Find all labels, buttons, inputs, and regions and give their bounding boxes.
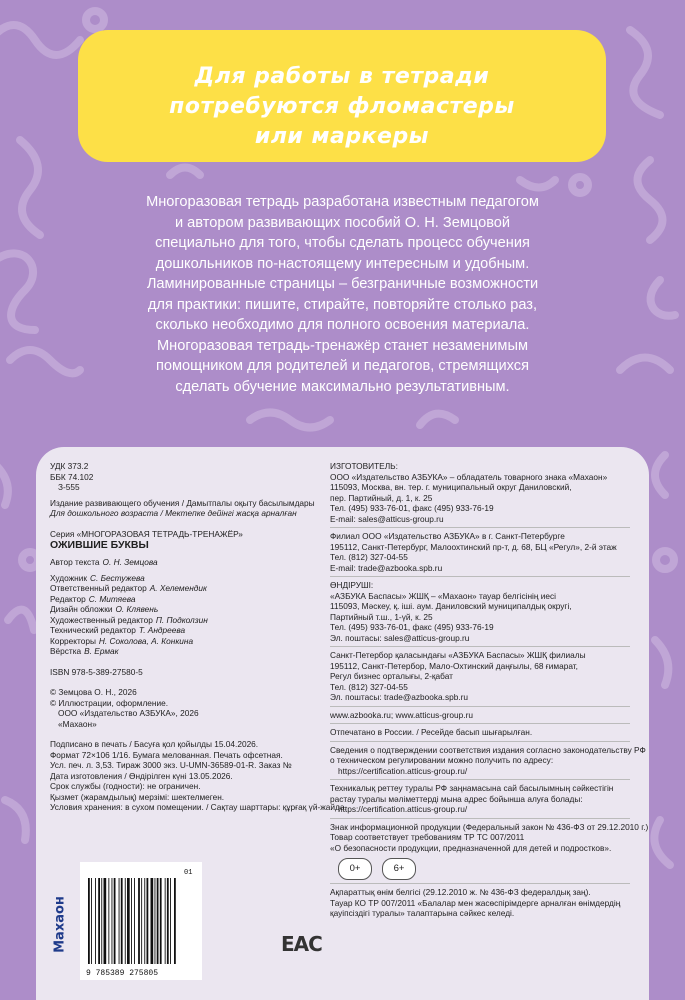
isbn: ISBN 978-5-389-27580-5 (50, 666, 143, 677)
divider (330, 883, 630, 884)
maker-line: «АЗБУКА Баспасы» ЖШҚ – «Махаон» тауар белгісінің иесі (330, 590, 557, 601)
barcode-bar (144, 878, 145, 964)
cert-kz-line: https://certification.atticus-group.ru/ (338, 804, 468, 814)
kz-age-line: Ақпараттық өнім белгісі (29.12.2010 ж. № 436-ФЗ федералдық заң). (330, 887, 591, 897)
maker-line: ООО «Издательство АЗБУКА» – обладатель товарного знака «Махаон» (330, 471, 608, 482)
credit-name: С. Митяева (88, 593, 136, 604)
copyright-line: ООО «Издательство АЗБУКА», 2026 (58, 708, 199, 718)
barcode-bar (121, 878, 123, 964)
notice-line: или маркеры (254, 124, 430, 149)
sign-line: «О безопасности продукции, предназначенной для детей и подростков». (330, 842, 612, 853)
maker-line: 195112, Санкт-Петербург, Малоохтинский пр-т, д. 68, БЦ «Регул», 2-й этаж (330, 541, 617, 552)
barcode-bar (88, 878, 90, 964)
credit-row (50, 573, 312, 584)
description-line: для практики: пишите, стирайте, повторяйте столько раз, (147, 296, 538, 313)
credit-role: Художник (50, 572, 87, 583)
sign-line: Знак информационной продукции (Федеральный закон № 436-ФЗ от 29.12.2010 г.) (330, 821, 649, 832)
maker-line: 115093, Москва, вн. тер. г. муниципальный округ Даниловский, (330, 482, 572, 492)
age-badge-0: 0+ (338, 858, 372, 880)
barcode-bar (114, 878, 116, 964)
divider (330, 741, 630, 742)
audience: Для дошкольного возраста / Мектепке дейінгі жасқа арналған (50, 508, 297, 518)
description-line: и автором развивающих пособий О. Н. Земцовой (174, 214, 511, 231)
barcode-bar (170, 878, 171, 964)
barcode-bar (167, 878, 169, 964)
maker-line: 195112, Санкт-Петербор, Мало-Охтинский даңғылы, 68 ғимарат, (330, 660, 578, 671)
credit-row (50, 615, 312, 626)
credit-row (50, 557, 312, 568)
barcode-digits: 9 785389 275805 (86, 969, 159, 978)
notice-text (78, 62, 606, 152)
barcode-bar (95, 878, 96, 964)
print-line: Условия хранения: в сухом помещении. / Сақтау шарттары: құрғақ үй-жайда. (50, 802, 347, 812)
notice-banner (78, 30, 606, 162)
maker-line: Регул бизнес орталығы, 2-қабат (330, 671, 453, 681)
divider (330, 779, 630, 780)
divider (330, 527, 630, 528)
description-line: Ламинированные страницы – безграничные возможности (146, 276, 539, 292)
barcode-bar (91, 878, 92, 964)
notice-line: Для работы в тетради (194, 64, 490, 89)
series: Серия «МНОГОРАЗОВАЯ ТЕТРАДЬ-ТРЕНАЖЁР» (50, 528, 243, 539)
author-code: З-555 (58, 482, 80, 492)
cert-line: Сведения о подтверждении соответствия издания согласно законодательству РФ (330, 744, 646, 755)
credit-row (50, 625, 312, 636)
maker-line: E-mail: sales@atticus-group.ru (330, 513, 444, 524)
book-title: ОЖИВШИЕ БУКВЫ (50, 539, 149, 551)
credit-name: Т. Андреева (138, 625, 186, 635)
barcode-bar (174, 878, 176, 964)
credit-name: П. Подколзин (155, 614, 208, 625)
description-line: помощником для родителей и педагогов, стремящихся (156, 358, 529, 374)
credit-row (50, 594, 312, 605)
barcode-bar (127, 878, 130, 964)
maker-line: ИЗГОТОВИТЕЛЬ: (330, 461, 398, 471)
credit-name: О. Клявень (115, 604, 159, 614)
credit-name: С. Бестужева (89, 572, 145, 583)
cert-line: https://certification.atticus-group.ru/ (338, 765, 468, 776)
copyright-line: «Махаон» (58, 718, 97, 729)
copyright-line: © Земцова О. Н., 2026 (50, 687, 137, 697)
print-line: Подписано в печать / Басуға қол қойылды 15.04.2026. (50, 739, 259, 749)
description-line: Многоразовая тетрадь разработана известным педагогом (146, 194, 539, 210)
description-line: сколько необходимо для полного освоения материала. (155, 317, 530, 333)
credit-role: Автор текста (50, 557, 100, 567)
print-line: Срок службы (годности): не ограничен. (50, 781, 201, 791)
maker-line: Эл. поштасы: trade@azbooka.spb.ru (330, 692, 469, 702)
maker-line: пер. Партийный, д. 1, к. 25 (330, 492, 433, 503)
cert-line: о техническом регулировании можно получить по адресу: (330, 755, 554, 765)
printed-in: Отпечатано в России. / Ресейде басып шығарылған. (330, 727, 533, 737)
barcode-bar (131, 878, 132, 964)
divider (330, 818, 630, 819)
manufacturer-info (330, 461, 649, 919)
print-line: Қызмет (жарамдылық) мерзімі: шектелмеген. (50, 791, 225, 802)
credit-role: Редактор (50, 593, 86, 604)
cert-kz-line: Техникалық реттеу туралы РФ заңнамасына сай басылымның сәйкестігін (330, 783, 614, 793)
credit-name: В. Ермак (84, 646, 119, 656)
credit-name: О. Н. Земцова (102, 557, 158, 567)
barcode-bar (147, 878, 149, 964)
barcode-bar (160, 878, 162, 964)
maker-line: 115093, Мәскеу, қ. іші. аум. Даниловский муниципалдық округі, (330, 601, 572, 611)
barcode (80, 862, 202, 980)
website: www.azbooka.ru; www.atticus-group.ru (330, 709, 473, 720)
edition-type: Издание развивающего обучения / Дамытпалы оқыту басылымдары (50, 497, 315, 508)
barcode-bar (155, 878, 156, 964)
maker-line: Тел. (812) 327-04-55 (330, 681, 408, 692)
logo-text: Махаон (52, 896, 68, 953)
publisher-logo (50, 872, 70, 992)
barcode-bar (108, 878, 109, 964)
credit-role: Корректоры (50, 635, 96, 646)
credit-name: Н. Соколова, А. Конкина (98, 635, 194, 646)
notice-line: потребуются фломастеры (169, 94, 515, 119)
barcode-bar (119, 878, 120, 964)
sign-line: Товар соответствует требованиям ТР ТС 007/2011 (330, 832, 525, 842)
description-line: Многоразовая тетрадь-тренажёр станет незаменимым (157, 337, 528, 354)
print-line: Усл. печ. л. 3,53. Тираж 3000 экз. U-UMN-36589-01-R. Заказ № (50, 760, 292, 770)
credit-role: Художественный редактор (50, 614, 153, 625)
barcode-bar (151, 878, 154, 964)
divider (330, 646, 630, 647)
divider (330, 723, 630, 724)
barcode-bar (134, 878, 135, 964)
maker-line: Эл. поштасы: sales@atticus-group.ru (330, 632, 470, 643)
maker-line: Тел. (812) 327-04-55 (330, 552, 408, 562)
barcode-bar (112, 878, 113, 964)
credit-role: Дизайн обложки (50, 604, 113, 614)
maker-line: Тел. (495) 933-76-01, факс (495) 933-76-19 (330, 503, 494, 513)
barcode-bar (101, 878, 102, 964)
credit-role: Вёрстка (50, 646, 82, 656)
credit-role: Ответственный редактор (50, 583, 147, 593)
print-line: Формат 72×106 1/16. Бумага мелованная. Печать офсетная. (50, 749, 283, 760)
credit-row (50, 604, 312, 615)
maker-line: E-mail: trade@azbooka.spb.ru (330, 562, 443, 573)
cert-kz-line: растау туралы мәліметтерді мына адрес бойынша алуға болады: (330, 793, 583, 804)
bbk: ББК 74.102 (50, 471, 94, 482)
maker-line: ӨНДІРУШІ: (330, 580, 374, 590)
eac-mark: EAC (281, 932, 322, 956)
description (40, 192, 645, 397)
credit-role: Технический редактор (50, 625, 136, 635)
age-badge-6: 6+ (382, 858, 416, 880)
barcode-bar (138, 878, 140, 964)
print-line: Дата изготовления / Өндірілген күні 13.05.2026. (50, 770, 233, 781)
copyright-line: © Иллюстрации, оформление. (50, 697, 169, 708)
barcode-bar (98, 878, 100, 964)
credit-row (50, 636, 312, 647)
udk: УДК 373.2 (50, 461, 89, 471)
maker-line: Санкт-Петербор қаласындағы «АЗБУКА Баспасы» ЖШҚ филиалы (330, 650, 586, 660)
description-line: специально для того, чтобы сделать процесс обучения (155, 235, 530, 251)
barcode-bar (157, 878, 159, 964)
divider (330, 706, 630, 707)
imprint-panel (36, 447, 649, 1000)
barcode-bar (125, 878, 126, 964)
divider (330, 576, 630, 577)
kz-age-line: Тауар КО ТР 007/2011 «Балалар мен жасөспірімдерге арналған өнімдердің (330, 897, 621, 908)
description-line: сделать обучение максимально результативным. (175, 378, 510, 395)
barcode-bar (165, 878, 166, 964)
barcode-addon: 01 (184, 869, 193, 877)
maker-line: Партийный т.ш., 1-үй, к. 25 (330, 611, 433, 622)
barcode-bar (141, 878, 142, 964)
maker-line: Филиал ООО «Издательство АЗБУКА» в г. Санкт-Петербурге (330, 531, 565, 541)
credit-name: А. Хелемендик (149, 583, 207, 593)
maker-line: Тел. (495) 933-76-01, факс (495) 933-76-19 (330, 622, 494, 632)
barcode-bar (104, 878, 107, 964)
credit-row (50, 583, 312, 594)
kz-age-line: қауіпсіздігі туралы» талаптарына сәйкес келеді. (330, 908, 515, 918)
age-marks (338, 858, 640, 880)
description-line: дошкольников по-настоящему интересным и удобным. (155, 255, 530, 272)
credit-row (50, 646, 312, 657)
imprint-left (50, 461, 347, 813)
